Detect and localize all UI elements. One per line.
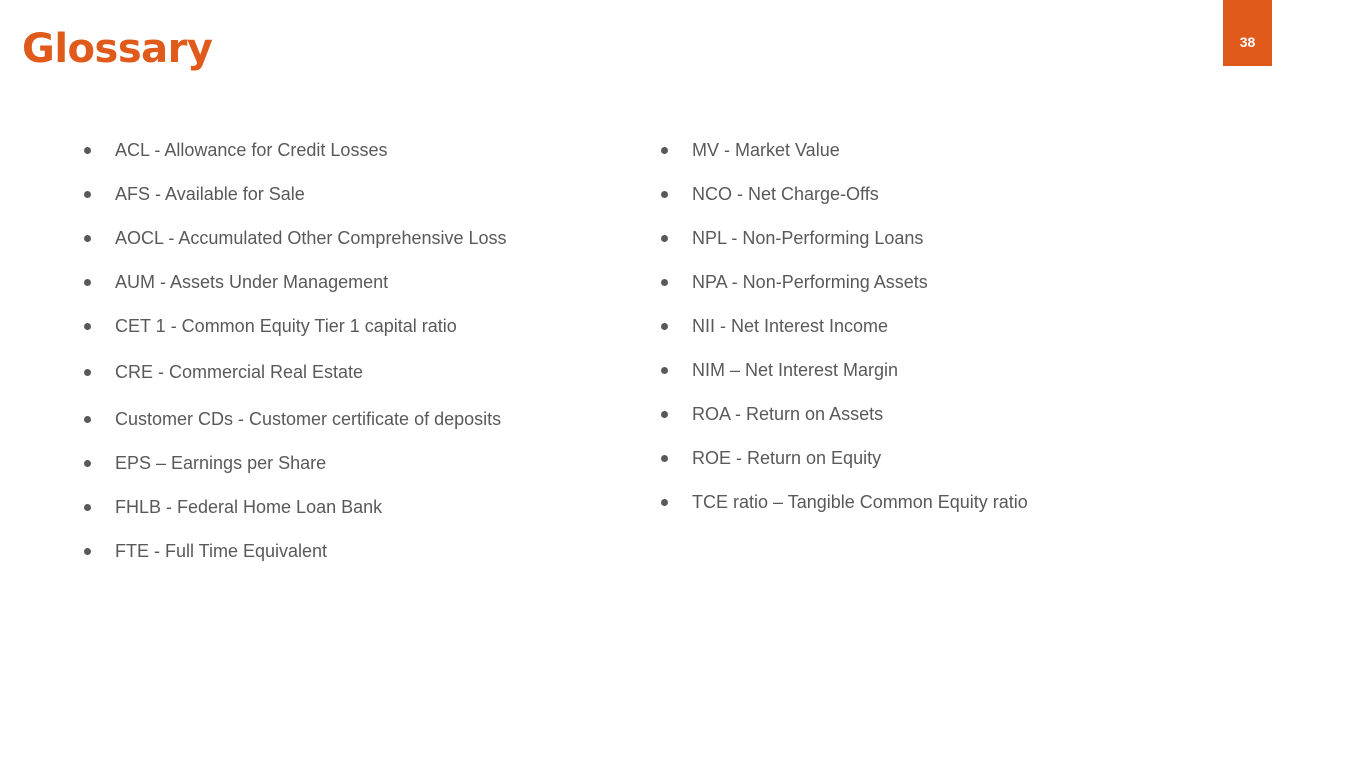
glossary-item — [80, 172, 620, 216]
glossary-item — [657, 172, 1217, 216]
glossary-term: MV - Market Value — [692, 140, 840, 160]
glossary-item — [657, 348, 1217, 392]
glossary-term: AFS - Available for Sale — [115, 184, 305, 204]
glossary-term: NPA - Non-Performing Assets — [692, 272, 928, 292]
page-title: Glossary — [22, 26, 213, 72]
bullet-icon — [661, 411, 668, 418]
bullet-icon — [84, 548, 91, 555]
glossary-term: ACL - Allowance for Credit Losses — [115, 140, 388, 160]
bullet-icon — [84, 323, 91, 330]
bullet-icon — [84, 504, 91, 511]
glossary-list-left — [80, 128, 620, 573]
glossary-item — [657, 436, 1217, 480]
glossary-item — [657, 304, 1217, 348]
glossary-item — [657, 128, 1217, 172]
glossary-term: Customer CDs - Customer certificate of deposits — [115, 409, 502, 429]
glossary-item — [80, 216, 620, 260]
glossary-term: CET 1 - Common Equity Tier 1 capital ratio — [115, 316, 457, 336]
bullet-icon — [661, 455, 668, 462]
glossary-term: NCO - Net Charge-Offs — [692, 184, 879, 204]
glossary-term: ROA - Return on Assets — [692, 404, 884, 424]
bullet-icon — [84, 191, 91, 198]
glossary-item — [80, 529, 620, 573]
glossary-item — [657, 260, 1217, 304]
glossary-item — [80, 397, 620, 441]
glossary-item — [657, 480, 1217, 524]
bullet-icon — [84, 416, 91, 423]
glossary-item — [80, 485, 620, 529]
glossary-item — [80, 350, 620, 397]
glossary-term: NIM – Net Interest Margin — [692, 360, 899, 380]
bullet-icon — [84, 147, 91, 154]
glossary-term: FTE - Full Time Equivalent — [115, 541, 328, 561]
bullet-icon — [661, 499, 668, 506]
bullet-icon — [661, 235, 668, 242]
glossary-term: AOCL - Accumulated Other Comprehensive Loss — [115, 228, 507, 248]
page-number-badge — [1223, 0, 1272, 66]
glossary-item — [80, 441, 620, 485]
glossary-term: CRE - Commercial Real Estate — [115, 362, 364, 382]
glossary-term: TCE ratio – Tangible Common Equity ratio — [692, 492, 1028, 512]
bullet-icon — [84, 279, 91, 286]
bullet-icon — [661, 191, 668, 198]
glossary-term: AUM - Assets Under Management — [115, 272, 389, 292]
glossary-item — [657, 216, 1217, 260]
bullet-icon — [84, 369, 91, 376]
glossary-term: EPS – Earnings per Share — [115, 453, 327, 473]
glossary-term: NII - Net Interest Income — [692, 316, 889, 336]
glossary-term: FHLB - Federal Home Loan Bank — [115, 497, 383, 517]
bullet-icon — [661, 279, 668, 286]
bullet-icon — [661, 367, 668, 374]
bullet-icon — [84, 235, 91, 242]
bullet-icon — [661, 147, 668, 154]
glossary-item — [80, 128, 620, 172]
glossary-term: NPL - Non-Performing Loans — [692, 228, 924, 248]
page-number: 38 — [1239, 34, 1256, 50]
bullet-icon — [661, 323, 668, 330]
bullet-icon — [84, 460, 91, 467]
glossary-list-right — [657, 128, 1217, 524]
glossary-item — [80, 304, 620, 350]
glossary-item — [657, 392, 1217, 436]
glossary-term: ROE - Return on Equity — [692, 448, 882, 468]
glossary-item — [80, 260, 620, 304]
